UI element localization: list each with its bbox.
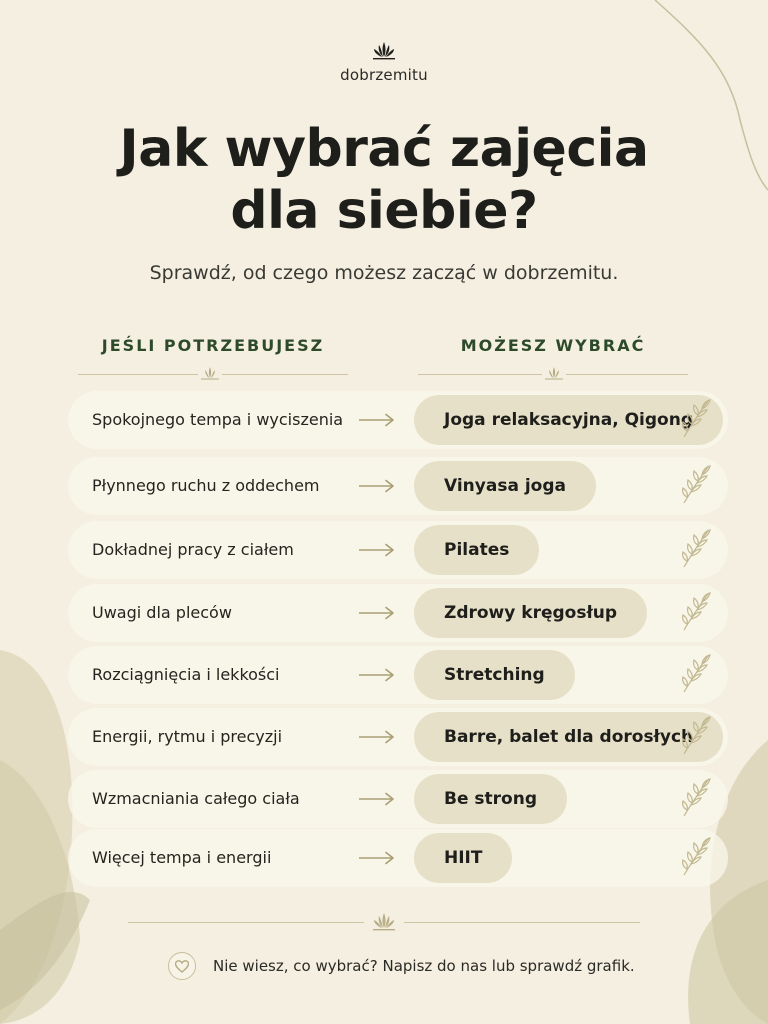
arrow-right-icon <box>358 850 396 866</box>
footer-note <box>0 952 768 982</box>
class-option-pill[interactable]: Barre, balet dla dorosłych <box>414 712 723 762</box>
lotus-icon <box>370 40 398 60</box>
class-option-pill[interactable]: Stretching <box>414 650 575 700</box>
footer-divider-right <box>404 922 640 923</box>
footer-text: Nie wiesz, co wybrać? Napisz do nas lub sprawdź grafik. <box>213 957 635 975</box>
need-label: Wzmacniania całego ciała <box>92 789 300 808</box>
class-option-pill[interactable]: Joga relaksacyjna, Qigong <box>414 395 723 445</box>
class-option-pill[interactable]: HIIT <box>414 833 512 883</box>
arrow-right-icon <box>358 729 396 745</box>
title-line-1: Jak wybrać zajęcia <box>119 119 649 179</box>
list-item <box>0 829 768 887</box>
column-heading-needs: JEŚLI POTRZEBUJESZ <box>101 336 325 355</box>
arrow-right-icon <box>358 605 396 621</box>
leaf-sprig-icon <box>678 397 712 441</box>
arrow-right-icon <box>358 791 396 807</box>
brand-logo <box>0 40 768 84</box>
need-label: Więcej tempa i energii <box>92 848 272 867</box>
title-line-2: dla siebie? <box>230 181 538 241</box>
leaf-sprig-icon <box>678 835 712 879</box>
brand-name: dobrzemitu <box>340 66 428 84</box>
arrow-right-icon <box>358 542 396 558</box>
column-heading-choices: MOŻESZ WYBRAĆ <box>460 336 646 355</box>
need-label: Energii, rytmu i precyzji <box>92 727 283 746</box>
leaf-sprig-icon <box>678 527 712 571</box>
class-option-pill[interactable]: Vinyasa joga <box>414 461 596 511</box>
column-divider-right-2 <box>566 374 688 375</box>
leaf-sprig-icon <box>678 714 712 758</box>
class-option-pill[interactable]: Pilates <box>414 525 539 575</box>
column-divider-left-2 <box>222 374 348 375</box>
lotus-icon <box>199 366 221 380</box>
arrow-right-icon <box>358 478 396 494</box>
column-divider-right <box>418 374 542 375</box>
list-item <box>0 521 768 579</box>
lotus-icon <box>543 366 565 380</box>
arrow-right-icon <box>358 667 396 683</box>
leaf-sprig-icon <box>678 776 712 820</box>
footer-divider-left <box>128 922 364 923</box>
heart-icon <box>175 960 189 973</box>
need-label: Uwagi dla pleców <box>92 603 232 622</box>
leaf-sprig-icon <box>678 652 712 696</box>
arrow-right-icon <box>358 412 396 428</box>
heart-badge <box>168 952 196 980</box>
column-divider-left <box>78 374 198 375</box>
need-label: Spokojnego tempa i wyciszenia <box>92 410 344 429</box>
class-option-pill[interactable]: Be strong <box>414 774 567 824</box>
list-item <box>0 770 768 828</box>
need-label: Płynnego ruchu z oddechem <box>92 476 320 495</box>
need-label: Dokładnej pracy z ciałem <box>92 540 294 559</box>
list-item <box>0 391 768 449</box>
list-item <box>0 646 768 704</box>
page-subtitle: Sprawdź, od czego możesz zacząć w dobrzemitu. <box>149 262 619 284</box>
need-label: Rozciągnięcia i lekkości <box>92 665 280 684</box>
page-title <box>0 118 768 242</box>
list-item <box>0 457 768 515</box>
leaf-sprig-icon <box>678 463 712 507</box>
list-item <box>0 708 768 766</box>
list-item <box>0 584 768 642</box>
class-option-pill[interactable]: Zdrowy kręgosłup <box>414 588 647 638</box>
leaf-sprig-icon <box>678 590 712 634</box>
lotus-icon <box>370 911 398 931</box>
